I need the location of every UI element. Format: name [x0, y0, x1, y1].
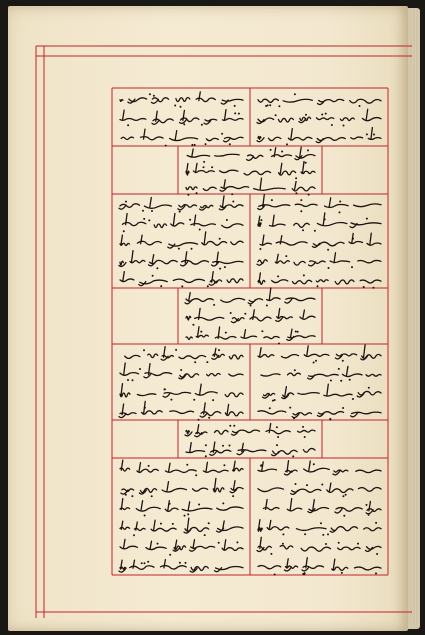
ink-dot — [229, 425, 231, 427]
ink-dot — [282, 533, 284, 535]
ink-strokes — [120, 539, 243, 551]
ink-dot — [357, 543, 359, 545]
ink-dot — [160, 285, 162, 287]
ink-dot — [218, 349, 220, 351]
ink-dot — [302, 229, 304, 231]
ink-dot — [232, 201, 234, 203]
ink-dot — [289, 407, 291, 409]
ink-dot — [285, 255, 287, 257]
ink-dot — [328, 267, 330, 269]
ink-dot — [232, 495, 234, 497]
ink-dot — [148, 219, 150, 221]
ink-dot — [269, 407, 271, 409]
ink-dot — [303, 274, 305, 276]
script-line-32 — [120, 460, 243, 476]
ink-dot — [313, 463, 315, 465]
script-line-17 — [120, 272, 243, 288]
script-line-29 — [258, 407, 381, 421]
ink-dot — [193, 399, 195, 401]
script-line-22 — [125, 347, 243, 364]
ink-dot — [223, 464, 225, 466]
ink-dot — [295, 177, 297, 179]
ink-dot — [183, 123, 185, 125]
ink-dot — [277, 275, 279, 277]
ink-dot — [339, 211, 341, 213]
ink-strokes — [258, 213, 381, 228]
ink-dot — [148, 465, 150, 467]
ink-dot — [271, 199, 273, 201]
ink-dot — [144, 562, 146, 564]
ink-strokes — [258, 99, 381, 104]
ink-dot — [270, 149, 272, 151]
ink-dot — [342, 407, 344, 409]
ink-dot — [304, 436, 306, 438]
ink-dot — [133, 534, 135, 536]
ink-dot — [152, 275, 154, 277]
script-line-21 — [186, 327, 315, 345]
ink-dot — [375, 572, 377, 574]
ink-dot — [194, 144, 196, 146]
ink-dot — [305, 162, 307, 164]
ink-dot — [295, 192, 297, 194]
ink-dot — [260, 219, 262, 221]
script-line-24 — [120, 363, 243, 381]
ink-dot — [276, 426, 278, 428]
ink-dot — [266, 305, 268, 307]
ink-strokes — [119, 560, 243, 572]
ink-strokes — [257, 109, 381, 123]
ink-dot — [219, 268, 221, 270]
ink-dot — [149, 93, 151, 95]
script-line-39 — [258, 520, 381, 536]
ink-dot — [175, 349, 177, 351]
ink-dot — [325, 113, 327, 115]
ink-dot — [307, 149, 309, 151]
ink-dot — [218, 542, 220, 544]
ink-dot — [269, 104, 271, 106]
ink-strokes — [119, 401, 243, 417]
ink-dot — [208, 522, 210, 524]
ink-dot — [200, 331, 202, 333]
ink-dot — [366, 218, 368, 220]
ink-dot — [261, 330, 263, 332]
ink-strokes — [120, 518, 243, 533]
ink-strokes — [186, 327, 315, 341]
ink-dot — [187, 513, 189, 515]
script-line-9 — [119, 196, 243, 213]
ink-dot — [179, 562, 181, 564]
ink-dot — [206, 361, 208, 363]
ink-dot — [157, 543, 159, 545]
ink-dot — [180, 106, 182, 108]
ink-dot — [174, 105, 176, 107]
ink-dot — [226, 219, 228, 221]
ink-dot — [179, 211, 181, 213]
script-line-25 — [261, 366, 381, 381]
ink-dot — [213, 304, 215, 306]
ink-dot — [293, 417, 295, 419]
script-line-38 — [120, 518, 243, 536]
ink-dot — [195, 474, 197, 476]
ink-dot — [153, 95, 155, 97]
ink-dot — [302, 426, 304, 428]
ink-strokes — [258, 195, 381, 210]
ink-dot — [352, 238, 354, 240]
ink-dot — [297, 331, 299, 333]
ink-dot — [151, 495, 153, 497]
ink-strokes — [263, 384, 382, 398]
ink-dot — [260, 465, 262, 467]
ink-dot — [238, 113, 240, 115]
ink-dot — [151, 210, 153, 212]
ink-dot — [345, 494, 347, 496]
ink-strokes — [258, 558, 381, 571]
ink-dot — [201, 124, 203, 126]
ink-strokes — [257, 253, 381, 266]
ink-dot — [276, 444, 278, 446]
ink-strokes — [257, 128, 381, 143]
ink-dot — [314, 230, 316, 232]
ink-dot — [341, 572, 343, 574]
script-line-11 — [123, 214, 244, 233]
script-line-33 — [258, 461, 381, 475]
ink-dot — [207, 285, 209, 287]
script-line-0 — [120, 92, 243, 108]
ink-strokes — [186, 162, 315, 176]
ink-strokes — [120, 110, 243, 125]
ink-dot — [127, 379, 129, 381]
ink-dot — [234, 105, 236, 107]
ink-dot — [229, 143, 231, 145]
ink-strokes — [185, 288, 315, 304]
ink-dot — [250, 305, 252, 307]
ink-strokes — [258, 345, 381, 360]
red-frame — [36, 46, 412, 618]
ink-strokes — [121, 129, 243, 142]
ink-dot — [164, 388, 166, 390]
ink-dot — [295, 331, 297, 333]
ink-dot — [320, 522, 322, 524]
script-line-8 — [186, 178, 315, 196]
ink-strokes — [123, 214, 244, 228]
ink-dot — [205, 143, 207, 145]
ink-dot — [142, 210, 144, 212]
ink-dot — [181, 285, 183, 287]
ink-strokes — [258, 411, 381, 418]
script-line-35 — [258, 483, 381, 497]
ink-dot — [292, 455, 294, 457]
ink-dot — [222, 502, 224, 504]
script-line-26 — [120, 384, 243, 402]
script-line-14 — [259, 233, 381, 251]
ink-dot — [327, 533, 329, 535]
ink-strokes — [120, 499, 243, 512]
ink-dot — [219, 238, 221, 240]
script-line-5 — [257, 128, 381, 146]
script-line-2 — [120, 110, 243, 127]
ink-dot — [231, 193, 233, 195]
ink-dot — [270, 553, 272, 555]
script-line-37 — [264, 499, 382, 517]
ink-dot — [306, 484, 308, 486]
ink-dot — [143, 349, 145, 351]
ink-dot — [123, 230, 125, 232]
ink-dot — [205, 444, 207, 446]
ink-dot — [277, 436, 279, 438]
ink-dot — [234, 112, 236, 114]
script-line-16 — [257, 253, 381, 269]
ink-dot — [192, 324, 194, 326]
ink-dot — [186, 464, 188, 466]
script-line-30 — [185, 424, 315, 439]
ink-dot — [274, 399, 276, 401]
ink-dot — [363, 286, 365, 288]
ink-dot — [212, 399, 214, 401]
ink-dot — [198, 504, 200, 506]
ink-dot — [204, 534, 206, 536]
ink-dot — [330, 380, 332, 382]
script-line-4 — [121, 129, 243, 146]
ink-dot — [295, 483, 297, 485]
ink-dot — [282, 543, 284, 545]
ink-dot — [144, 515, 146, 517]
ink-strokes — [120, 92, 243, 104]
ink-dot — [203, 161, 205, 163]
ink-dot — [366, 504, 368, 506]
ink-dot — [244, 313, 246, 315]
ink-dot — [359, 105, 361, 107]
ink-dot — [259, 248, 261, 250]
ink-dot — [352, 398, 354, 400]
ink-strokes — [264, 499, 382, 514]
ink-dot — [191, 248, 193, 250]
ink-dot — [224, 266, 226, 268]
ink-dot — [143, 218, 145, 220]
ink-dot — [300, 199, 302, 201]
ink-strokes — [261, 366, 381, 379]
ink-dot — [272, 400, 274, 402]
ink-dot — [325, 543, 327, 545]
ink-dot — [294, 369, 296, 371]
ink-dot — [196, 192, 198, 194]
ink-dot — [180, 369, 182, 371]
script-line-31 — [186, 442, 315, 457]
ink-dot — [267, 104, 269, 106]
ink-dot — [274, 574, 276, 576]
ink-dot — [221, 133, 223, 135]
ink-strokes — [120, 384, 243, 398]
ink-dot — [308, 194, 310, 196]
ink-dot — [315, 360, 317, 362]
ink-dot — [373, 287, 375, 289]
ink-dot — [230, 312, 232, 314]
ink-dot — [375, 522, 377, 524]
ink-dot — [317, 285, 319, 287]
ink-dot — [339, 201, 341, 203]
ink-strokes — [258, 483, 381, 494]
ink-dot — [194, 361, 196, 363]
ink-dot — [229, 445, 231, 447]
ink-dot — [281, 151, 283, 153]
script-line-28 — [119, 401, 243, 420]
ink-dot — [139, 368, 141, 370]
script-line-6 — [187, 147, 315, 163]
ink-dot — [125, 201, 127, 203]
ink-dot — [178, 248, 180, 250]
ink-dot — [324, 218, 326, 220]
ink-dot — [222, 445, 224, 447]
ink-dot — [169, 503, 171, 505]
ink-dot — [338, 368, 340, 370]
ink-strokes — [186, 178, 315, 191]
ink-dot — [368, 387, 370, 389]
ink-strokes — [187, 147, 315, 160]
ink-strokes — [186, 308, 315, 322]
script-line-20 — [186, 308, 315, 325]
ink-dot — [275, 114, 277, 116]
ink-dot — [132, 379, 134, 381]
ink-strokes — [257, 537, 381, 551]
ink-strokes — [260, 233, 381, 247]
ink-dot — [366, 133, 368, 135]
script-line-19 — [185, 288, 315, 307]
ink-dot — [321, 114, 323, 116]
script-line-34 — [121, 478, 243, 497]
script-line-15 — [119, 251, 243, 270]
script-line-10 — [258, 195, 381, 214]
script-line-7 — [186, 162, 315, 180]
ink-dot — [169, 554, 171, 556]
ink-dot — [294, 93, 296, 95]
ink-dot — [300, 210, 302, 212]
script-line-23 — [258, 345, 381, 364]
ink-dot — [127, 124, 129, 126]
script-line-18 — [258, 273, 381, 289]
ink-strokes — [120, 460, 243, 472]
ink-dot — [322, 534, 324, 536]
ink-strokes — [258, 520, 381, 533]
ink-dot — [327, 249, 329, 251]
ink-dot — [349, 379, 351, 381]
ink-dot — [156, 267, 158, 269]
ink-strokes — [119, 196, 243, 210]
ink-dot — [286, 143, 288, 145]
ink-dot — [342, 360, 344, 362]
ink-dot — [160, 523, 162, 525]
ink-dot — [187, 194, 189, 196]
ink-strokes — [119, 251, 243, 267]
ink-strokes — [120, 272, 243, 286]
ink-dot — [233, 425, 235, 427]
ink-dot — [141, 562, 143, 564]
ink-dot — [131, 495, 133, 497]
ink-dot — [189, 219, 191, 221]
ink-dot — [198, 419, 200, 421]
ink-dot — [313, 362, 315, 364]
ink-dot — [199, 229, 201, 231]
ink-dot — [144, 407, 146, 409]
script-line-42 — [119, 560, 243, 572]
script-line-41 — [257, 537, 381, 555]
ink-dot — [351, 266, 353, 268]
ink-dot — [338, 542, 340, 544]
ink-dot — [304, 572, 306, 574]
ink-dot — [225, 332, 227, 334]
script-line-1 — [258, 93, 381, 107]
ink-dot — [304, 533, 306, 535]
ink-strokes — [120, 232, 243, 248]
ink-dot — [340, 380, 342, 382]
ink-dot — [147, 561, 149, 563]
ink-dot — [305, 114, 307, 116]
ink-strokes — [258, 273, 381, 284]
ink-dot — [211, 166, 213, 168]
ink-strokes — [185, 424, 315, 437]
ink-dot — [278, 343, 280, 345]
ink-dot — [376, 553, 378, 555]
ink-dot — [368, 514, 370, 516]
ink-dot — [184, 515, 186, 517]
ink-dot — [208, 417, 210, 419]
ink-dot — [342, 495, 344, 497]
script-line-13 — [120, 232, 243, 250]
script-line-36 — [120, 499, 243, 517]
ink-dot — [170, 399, 172, 401]
ink-dot — [205, 455, 207, 457]
ink-dot — [343, 515, 345, 517]
ink-strokes — [258, 461, 381, 475]
ink-dot — [278, 105, 280, 107]
ink-dot — [236, 541, 238, 543]
ink-dot — [343, 125, 345, 127]
script-line-12 — [258, 213, 381, 232]
script-line-40 — [120, 539, 243, 555]
ink-dot — [373, 134, 375, 136]
script-line-43 — [258, 558, 381, 576]
ink-dot — [172, 523, 174, 525]
ink-dot — [329, 419, 331, 421]
ink-strokes — [186, 442, 315, 456]
script-line-3 — [257, 109, 381, 126]
ink-dot — [191, 144, 193, 146]
ink-strokes — [121, 478, 243, 494]
ink-dot — [125, 494, 127, 496]
script-line-27 — [263, 384, 382, 401]
ink-dot — [185, 562, 187, 564]
ink-dot — [331, 124, 333, 126]
ink-dot — [165, 145, 167, 147]
ink-dot — [203, 166, 205, 168]
ink-dot — [321, 484, 323, 486]
ink-strokes — [125, 347, 243, 361]
